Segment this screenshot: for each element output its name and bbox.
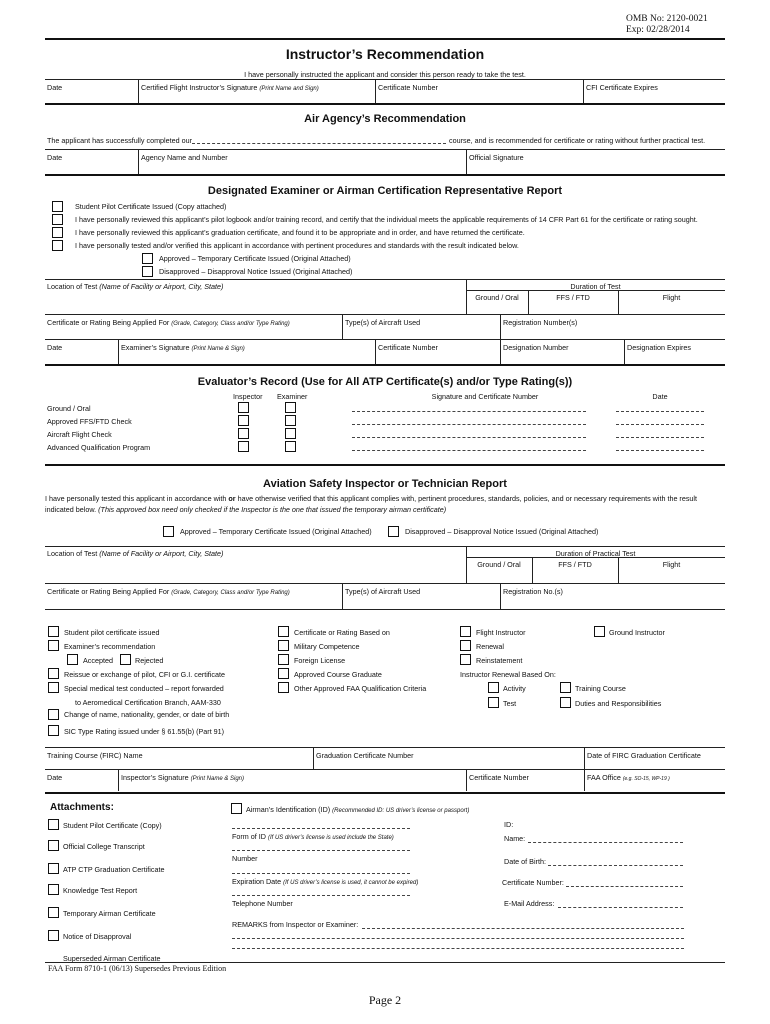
training-course-label: Training Course: [575, 684, 626, 693]
rule: [342, 583, 343, 609]
id-label: ID:: [504, 820, 514, 829]
examiner-aircraft-field[interactable]: Type(s) of Aircraft Used: [345, 318, 421, 327]
evaluator-inspector-checkbox[interactable]: [238, 402, 249, 413]
airman-id-label: Airman’s Identification (ID): [246, 805, 331, 814]
dob-label: Date of Birth:: [504, 857, 546, 866]
asi-registration-field[interactable]: Registration No.(s): [503, 587, 563, 596]
rule: [45, 149, 725, 150]
instructor-date-field[interactable]: Date: [47, 83, 63, 92]
form-number: FAA Form 8710-1 (06/13) Supersedes Previous Edition: [48, 964, 227, 973]
rule: [584, 747, 585, 769]
cert-based-on-label: Certificate or Rating Based on: [294, 628, 390, 637]
agency-date-field[interactable]: Date: [47, 153, 63, 162]
inspector-signature-label: Inspector’s Signature: [121, 773, 189, 782]
asi-cert-rating-field[interactable]: [47, 587, 290, 598]
examiner-ground-field[interactable]: Ground / Oral: [475, 293, 519, 302]
examiner-cert-rating-label: Certificate or Rating Being Applied For: [47, 318, 170, 327]
sic-type-label: SIC Type Rating issued under § 61.55(b) (Part 91): [64, 727, 225, 736]
attachment-student-pilot-checkbox[interactable]: [48, 819, 59, 830]
rule: [45, 769, 725, 770]
remarks-label: REMARKS from Inspector or Examiner:: [232, 920, 359, 929]
expiration-hint: (If US driver’s license is used, it cannot be expired): [283, 880, 419, 886]
rejected-checkbox[interactable]: [120, 654, 131, 665]
expiration-date: Exp: 02/28/2014: [626, 25, 690, 35]
rule: [500, 583, 501, 609]
rule: [313, 747, 314, 769]
renewal-label: Renewal: [476, 642, 504, 651]
duties-label: Duties and Responsibilities: [575, 699, 662, 708]
rule: [45, 103, 725, 105]
examiner-item-4: I have personally tested and/or verified this applicant in accordance with pertinent procedures and standards with the result indicated below.: [75, 241, 519, 250]
asi-location-field[interactable]: [47, 549, 223, 558]
examiner-location-label: Location of Test: [47, 282, 98, 291]
evaluator-date-line[interactable]: [616, 411, 704, 412]
rule: [45, 583, 725, 584]
faa-office-hint: (e.g. SO-15, WP-19 ): [622, 776, 670, 782]
evaluator-sig-line[interactable]: [352, 437, 586, 438]
name-line[interactable]: [528, 842, 683, 843]
evaluator-inspector-checkbox[interactable]: [238, 415, 249, 426]
accepted-label: Accepted: [83, 656, 113, 665]
cert-based-on-checkbox[interactable]: [278, 626, 289, 637]
reissue-label: Reissue or exchange of pilot, CFI or G.I. certificate: [64, 670, 225, 679]
evaluator-row-ground: Ground / Oral: [47, 404, 91, 413]
rule: [500, 339, 501, 364]
rule: [45, 792, 725, 794]
rule: [466, 290, 725, 291]
evaluator-row-aircraft: Aircraft Flight Check: [47, 430, 112, 439]
examiner-rec-checkbox[interactable]: [48, 640, 59, 651]
examiner-designation-expires-field[interactable]: Designation Expires: [627, 343, 691, 352]
expiration-line[interactable]: [232, 873, 410, 874]
activity-label: Activity: [503, 684, 526, 693]
rule: [45, 364, 725, 366]
examiner-disapproved-checkbox[interactable]: [142, 266, 153, 277]
asi-approved-checkbox[interactable]: [163, 526, 174, 537]
cert-number-label: Certificate Number:: [502, 878, 564, 887]
telephone-label: Telephone Number: [232, 899, 293, 908]
asi-location-hint: (Name of Facility or Airport, City, State): [99, 549, 224, 558]
examiner-signature-label: Examiner’s Signature: [121, 343, 190, 352]
rule: [466, 557, 725, 558]
rejected-label: Rejected: [135, 656, 164, 665]
evaluator-examiner-checkbox[interactable]: [285, 441, 296, 452]
agency-title: Air Agency’s Recommendation: [304, 113, 466, 125]
examiner-item-2: I have personally reviewed this applicant’s pilot logbook and/or training record, and certify that the individual meets the applicable requirements of 14 CFR Part 61 for the certificate or rating sought.: [75, 215, 698, 224]
examiner-ffs-field[interactable]: FFS / FTD: [556, 293, 590, 302]
asi-duration-label: Duration of Practical Test: [555, 549, 636, 558]
number-label: Number: [232, 854, 258, 863]
examiner-disapproved-label: Disapproved – Disapproval Notice Issued (Original Attached): [159, 267, 353, 276]
agency-course-line[interactable]: [192, 143, 446, 144]
evaluator-date-header: Date: [652, 392, 668, 401]
asi-cert-rating-hint: (Grade, Category, Class and/or Type Rating): [171, 590, 290, 596]
cfi-expires-field[interactable]: CFI Certificate Expires: [586, 83, 658, 92]
asi-statement-2-hint: (This approved box need only checked if the Inspector is the one that issued the temporary airman certificate): [98, 505, 447, 514]
airman-id-hint: (Recommended ID: US driver’s license or passport): [332, 808, 470, 814]
military-label: Military Competence: [294, 642, 360, 651]
examiner-cert-number-field[interactable]: Certificate Number: [378, 343, 438, 352]
rule: [45, 339, 725, 340]
asi-cert-rating-label: Certificate or Rating Being Applied For: [47, 587, 170, 596]
ground-instructor-checkbox[interactable]: [594, 626, 605, 637]
accepted-checkbox[interactable]: [67, 654, 78, 665]
examiner-item-3: I have personally reviewed this applicant’s graduation certificate, and found it to be appropriate and in order, and have returned the certificate.: [75, 228, 525, 237]
reissue-checkbox[interactable]: [48, 668, 59, 679]
attachment-student-pilot-label: Student Pilot Certificate (Copy): [63, 821, 162, 830]
rule: [45, 546, 725, 547]
student-pilot-issued-checkbox[interactable]: [52, 201, 63, 212]
agency-name-field[interactable]: Agency Name and Number: [141, 153, 228, 162]
sic-type-checkbox[interactable]: [48, 725, 59, 736]
evaluator-row-ffs: Approved FFS/FTD Check: [47, 417, 132, 426]
attachment-superseded-label: Superseded Airman Certificate: [63, 954, 161, 963]
ground-instructor-label: Ground Instructor: [609, 628, 665, 637]
logbook-reviewed-checkbox[interactable]: [52, 214, 63, 225]
examiner-item-1: Student Pilot Certificate Issued (Copy attached): [75, 202, 227, 211]
asi-statement-1-pre: I have personally tested this applicant in accordance with: [45, 494, 227, 503]
rule: [45, 609, 725, 610]
examiner-duration-label: Duration of Test: [570, 282, 621, 291]
rule: [45, 279, 725, 280]
examiner-registration-field[interactable]: Registration Number(s): [503, 318, 578, 327]
rule: [138, 79, 139, 103]
rule: [624, 339, 625, 364]
asi-title: Aviation Safety Inspector or Technician Report: [263, 478, 507, 490]
flight-instructor-checkbox[interactable]: [460, 626, 471, 637]
attachment-temp-cert-checkbox[interactable]: [48, 907, 59, 918]
training-course-checkbox[interactable]: [560, 682, 571, 693]
examiner-location-field[interactable]: [47, 282, 223, 291]
rule: [118, 769, 119, 791]
evaluator-row-aqp: Advanced Qualification Program: [47, 443, 151, 452]
attachment-transcript-checkbox[interactable]: [48, 840, 59, 851]
firc-name-field[interactable]: Training Course (FIRC) Name: [47, 751, 143, 760]
cfi-signature-field[interactable]: [141, 83, 319, 94]
evaluator-date-line[interactable]: [616, 437, 704, 438]
examiner-date-field[interactable]: Date: [47, 343, 63, 352]
examiner-cert-rating-hint: (Grade, Category, Class and/or Type Rating): [171, 321, 290, 327]
test-checkbox[interactable]: [488, 697, 499, 708]
evaluator-title: Evaluator’s Record (Use for All ATP Certificate(s) and/or Type Rating(s)): [197, 376, 573, 388]
dob-line[interactable]: [548, 865, 683, 866]
asi-location-label: Location of Test: [47, 549, 98, 558]
evaluator-sig-line[interactable]: [352, 450, 586, 451]
top-rule: [45, 38, 725, 40]
cert-number-line[interactable]: [566, 886, 683, 887]
rule: [466, 769, 467, 791]
attachment-atp-ctp-checkbox[interactable]: [48, 863, 59, 874]
evaluator-sig-line[interactable]: [352, 424, 586, 425]
other-criteria-checkbox[interactable]: [278, 682, 289, 693]
change-name-checkbox[interactable]: [48, 709, 59, 720]
asi-statement-2-pre: indicated below.: [45, 505, 97, 514]
special-medical-label: Special medical test conducted – report forwarded: [64, 684, 224, 693]
special-medical-checkbox[interactable]: [48, 682, 59, 693]
remarks-line[interactable]: [232, 948, 684, 949]
rule: [118, 339, 119, 364]
page-number: Page 2: [368, 993, 402, 1007]
renewal-based-label: Instructor Renewal Based On:: [460, 670, 556, 679]
form-of-id-hint: (If US driver’s license is used include the State): [267, 835, 394, 841]
asi-aircraft-field[interactable]: Type(s) of Aircraft Used: [345, 587, 421, 596]
evaluator-sig-header: Signature and Certificate Number: [431, 392, 539, 401]
inspector-signature-field[interactable]: [121, 773, 244, 784]
special-medical-label-2: to Aeromedical Certification Branch, AAM-330: [75, 698, 221, 707]
duties-checkbox[interactable]: [560, 697, 571, 708]
rule: [584, 769, 585, 791]
asi-approved-label: Approved – Temporary Certificate Issued (Original Attached): [180, 527, 372, 536]
rule: [342, 314, 343, 339]
examiner-approved-label: Approved – Temporary Certificate Issued (Original Attached): [159, 254, 351, 263]
rule: [583, 79, 584, 103]
course-graduate-label: Approved Course Graduate: [294, 670, 382, 679]
faa-office-label: FAA Office: [587, 773, 621, 782]
rule: [45, 747, 725, 748]
firc-cert-number-field[interactable]: Certificate Number: [469, 773, 529, 782]
asi-ground-field[interactable]: Ground / Oral: [477, 560, 521, 569]
evaluator-sig-line[interactable]: [352, 411, 586, 412]
examiner-flight-field[interactable]: Flight: [662, 293, 681, 302]
rule: [45, 314, 725, 315]
airman-id-checkbox[interactable]: [231, 803, 242, 814]
number-line[interactable]: [232, 850, 410, 851]
attachments-title: Attachments:: [50, 802, 114, 813]
evaluator-examiner-checkbox[interactable]: [285, 428, 296, 439]
military-checkbox[interactable]: [278, 640, 289, 651]
asi-flight-field[interactable]: Flight: [662, 560, 681, 569]
asi-statement-1-or: or: [228, 494, 236, 503]
examiner-cert-rating-field[interactable]: [47, 318, 290, 329]
rule: [45, 464, 725, 466]
omb-number: OMB No: 2120-0021: [626, 14, 708, 24]
form-of-id-line[interactable]: [232, 828, 410, 829]
change-name-label: Change of name, nationality, gender, or date of birth: [64, 710, 230, 719]
attachment-disapproval-checkbox[interactable]: [48, 930, 59, 941]
firc-date-field[interactable]: Date: [47, 773, 63, 782]
evaluator-examiner-checkbox[interactable]: [285, 402, 296, 413]
tested-verified-checkbox[interactable]: [52, 240, 63, 251]
form-of-id-field: [232, 832, 394, 843]
email-line[interactable]: [558, 907, 683, 908]
evaluator-date-line[interactable]: [616, 424, 704, 425]
firc-graduation-date-field[interactable]: Date of FIRC Graduation Certificate: [587, 751, 701, 760]
evaluator-date-line[interactable]: [616, 450, 704, 451]
examiner-rec-label: Examiner’s recommendation: [64, 642, 156, 651]
examiner-approved-checkbox[interactable]: [142, 253, 153, 264]
asi-disapproved-checkbox[interactable]: [388, 526, 399, 537]
attachment-transcript-label: Official College Transcript: [63, 842, 145, 851]
foreign-license-label: Foreign License: [294, 656, 346, 665]
rule: [500, 314, 501, 339]
attachment-knowledge-test-checkbox[interactable]: [48, 884, 59, 895]
rule: [45, 174, 725, 176]
email-label: E-Mail Address:: [504, 899, 555, 908]
remarks-line[interactable]: [232, 938, 684, 939]
asi-ffs-field[interactable]: FFS / FTD: [558, 560, 592, 569]
renewal-checkbox[interactable]: [460, 640, 471, 651]
evaluator-inspector-checkbox[interactable]: [238, 441, 249, 452]
test-label: Test: [503, 699, 517, 708]
rule: [138, 149, 139, 174]
rule: [45, 962, 725, 963]
inspector-signature-hint: (Print Name & Sign): [190, 776, 245, 782]
examiner-signature-hint: (Print Name & Sign): [191, 346, 245, 352]
evaluator-inspector-checkbox[interactable]: [238, 428, 249, 439]
foreign-license-checkbox[interactable]: [278, 654, 289, 665]
expiration-field: [232, 877, 418, 888]
asi-statement-1-post: have otherwise verified that this applicant complies with, pertinent procedures, standards, policies, and or necessary requirements with the result: [237, 494, 698, 503]
evaluator-inspector-header: Inspector: [233, 392, 263, 401]
attachment-temp-cert-label: Temporary Airman Certificate: [63, 909, 156, 918]
examiner-location-hint: (Name of Facility or Airport, City, State): [99, 282, 224, 291]
evaluator-examiner-checkbox[interactable]: [285, 415, 296, 426]
agency-statement-post: course, and is recommended for certificate or rating without further practical test.: [449, 136, 706, 145]
reinstatement-label: Reinstatement: [476, 656, 523, 665]
telephone-line[interactable]: [232, 895, 410, 896]
activity-checkbox[interactable]: [488, 682, 499, 693]
remarks-line[interactable]: [362, 928, 684, 929]
instructor-title: Instructor’s Recommendation: [285, 46, 485, 62]
attachment-atp-ctp-label: ATP CTP Graduation Certificate: [63, 865, 165, 874]
rule: [375, 339, 376, 364]
attachment-knowledge-test-label: Knowledge Test Report: [63, 886, 138, 895]
student-pilot-cert-label: Student pilot certificate issued: [64, 628, 160, 637]
rule: [466, 149, 467, 174]
graduation-reviewed-checkbox[interactable]: [52, 227, 63, 238]
examiner-signature-field[interactable]: [121, 343, 245, 354]
agency-statement-pre: The applicant has successfully completed our: [47, 136, 193, 145]
name-label: Name:: [504, 834, 526, 843]
asi-disapproved-label: Disapproved – Disapproval Notice Issued (Original Attached): [405, 527, 599, 536]
form-of-id-label: Form of ID: [232, 832, 266, 841]
asi-statement-2: [45, 505, 446, 514]
agency-official-signature-field[interactable]: Official Signature: [469, 153, 524, 162]
cfi-cert-number-field[interactable]: Certificate Number: [378, 83, 438, 92]
rule: [375, 79, 376, 103]
flight-instructor-label: Flight Instructor: [476, 628, 526, 637]
instructor-statement: I have personally instructed the applicant and consider this person ready to take the test.: [244, 70, 526, 79]
reinstatement-checkbox[interactable]: [460, 654, 471, 665]
student-pilot-cert-checkbox[interactable]: [48, 626, 59, 637]
cfi-signature-hint: (Print Name and Sign): [259, 86, 319, 92]
attachment-disapproval-label: Notice of Disapproval: [63, 932, 132, 941]
course-graduate-checkbox[interactable]: [278, 668, 289, 679]
evaluator-examiner-header: Examiner: [277, 392, 308, 401]
expiration-label: Expiration Date: [232, 877, 282, 886]
faa-office-field[interactable]: [587, 773, 670, 784]
asi-statement-1: [45, 494, 697, 503]
cfi-signature-label: Certified Flight Instructor’s Signature: [141, 83, 258, 92]
airman-id-field: [246, 805, 469, 816]
examiner-title: Designated Examiner or Airman Certification Representative Report: [207, 185, 563, 197]
firc-graduation-cert-field[interactable]: Graduation Certificate Number: [316, 751, 414, 760]
rule: [45, 79, 725, 80]
examiner-designation-number-field[interactable]: Designation Number: [503, 343, 569, 352]
other-criteria-label: Other Approved FAA Qualification Criteria: [294, 684, 427, 693]
